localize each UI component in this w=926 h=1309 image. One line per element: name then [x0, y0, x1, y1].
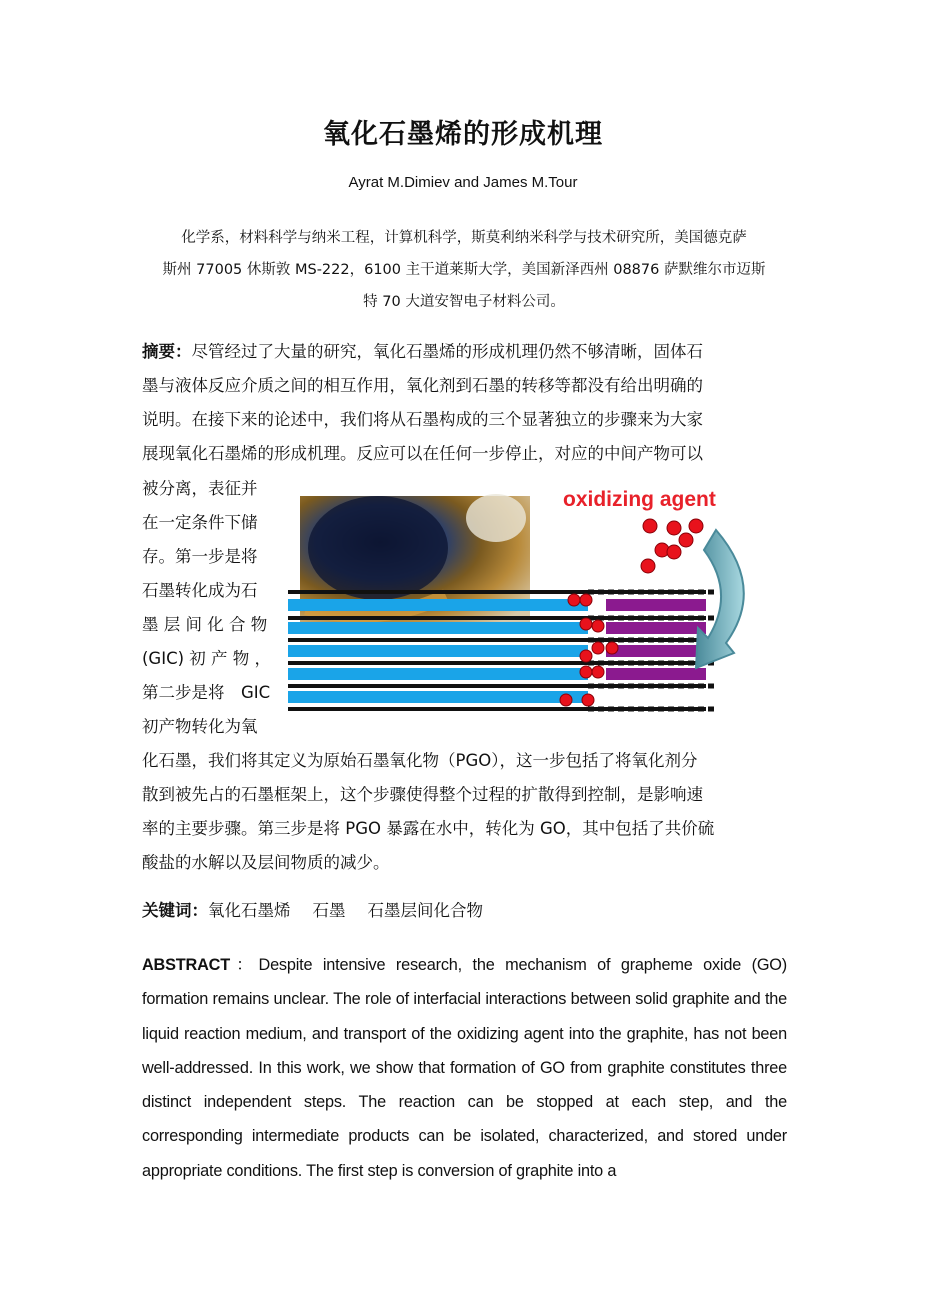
affiliation-line: 特 70 大道安智电子材料公司。: [363, 294, 565, 310]
keywords-label: 关键词：: [142, 901, 208, 920]
graphene-layer: [288, 622, 588, 634]
abstract-cn-wrap-line: 石墨转化成为石: [142, 581, 258, 600]
abstract-cn-label: 摘要：: [142, 342, 192, 361]
abstract-cn-line: 化石墨，我们将其定义为原始石墨氧化物（PGO），这一步包括了将氧化剂分: [142, 751, 698, 770]
abstract-cn-bottom: [142, 744, 786, 880]
graphite-layer-stack: [288, 590, 716, 711]
abstract-en: [142, 948, 787, 1188]
oxidized-layer: [606, 668, 706, 680]
abstract-cn-wrap-line: 墨 层 间 化 合 物: [142, 615, 268, 634]
abstract-cn-wrap-column: [142, 472, 273, 744]
abstract-cn-line: 说明。在接下来的论述中，我们将从石墨构成的三个显著独立的步骤来为大家: [142, 410, 703, 429]
abstract-en-sep: ：: [229, 956, 259, 974]
abstract-cn-line: 展现氧化石墨烯的形成机理。反应可以在任何一步停止，对应的中间产物可以: [142, 444, 703, 463]
abstract-en-text: Despite intensive research, the mechanism of grapheme oxide (GO) formation remains unclear. The role of interfacial interactions between solid graphite and the liquid reaction medium, and transport of the oxidizing agent into the graphite, has not been well-addressed. In this work, we show that formation of GO from graphite constitutes three distinct independent steps. The reaction can be stopped at each step, and the corresponding intermediate products can be isolated, characterized, and stored under appropriate conditions. The first step is conversion of graphite into a: [142, 956, 787, 1180]
keyword-item: 石墨层间化合物: [367, 901, 483, 920]
keyword-item: 石墨: [312, 901, 346, 920]
abstract-cn-wrap-line: 第二步是将 GIC: [142, 683, 271, 702]
abstract-en-label: ABSTRACT: [142, 956, 230, 974]
abstract-cn-wrap-line: 被分离，表征并: [142, 479, 258, 498]
graphene-layer: [288, 599, 588, 611]
oxidized-layer: [606, 599, 706, 611]
keyword-item: 氧化石墨烯: [208, 901, 291, 920]
authors-line: Ayrat M.Dimiev and James M.Tour: [348, 174, 578, 191]
paper-title: 氧化石墨烯的形成机理: [323, 119, 603, 150]
keywords-line: [142, 897, 786, 921]
abstract-cn-wrap-line: (GIC) 初 产 物 ，: [142, 649, 272, 668]
abstract-cn-wrap-line: 初产物转化为氧: [142, 717, 258, 736]
oxidized-layer: [606, 645, 706, 657]
abstract-cn-line: 墨与液体反应介质之间的相互作用，氧化剂到石墨的转移等都没有给出明确的: [142, 376, 703, 395]
affiliation-line: 斯州 77005 休斯敦 MS-222，6100 主干道莱斯大学，美国新泽西州 08876 萨默维尔市迈斯: [162, 262, 766, 278]
abstract-cn-line: 酸盐的水解以及层间物质的减少。: [142, 853, 390, 872]
abstract-cn-line: 散到被先占的石墨框架上，这个步骤使得整个过程的扩散得到控制，是影响速: [142, 785, 703, 804]
affiliation-line: 化学系，材料科学与纳米工程，计算机科学，斯莫利纳米科学与技术研究所，美国德克萨: [181, 230, 747, 246]
abstract-cn-wrap-line: 存。第一步是将: [142, 547, 258, 566]
abstract-cn-wrap-line: 在一定条件下储: [142, 513, 258, 532]
graphene-layer: [288, 691, 588, 703]
affiliation-block: [142, 222, 786, 318]
figure-graphic: [286, 478, 756, 736]
abstract-cn-line: 摘要：尽管经过了大量的研究，氧化石墨烯的形成机理仍然不够清晰，固体石: [142, 342, 703, 361]
graphite-oxidation-figure: [286, 478, 756, 736]
abstract-cn-line: 率的主要步骤。第三步是将 PGO 暴露在水中，转化为 GO，其中包括了共价硫: [142, 819, 715, 838]
oxidized-layer: [606, 622, 706, 634]
abstract-cn-top: [142, 335, 786, 471]
oxidizing-agent-label: oxidizing agent: [563, 488, 716, 511]
graphene-layer: [288, 645, 588, 657]
graphene-layer: [288, 668, 588, 680]
